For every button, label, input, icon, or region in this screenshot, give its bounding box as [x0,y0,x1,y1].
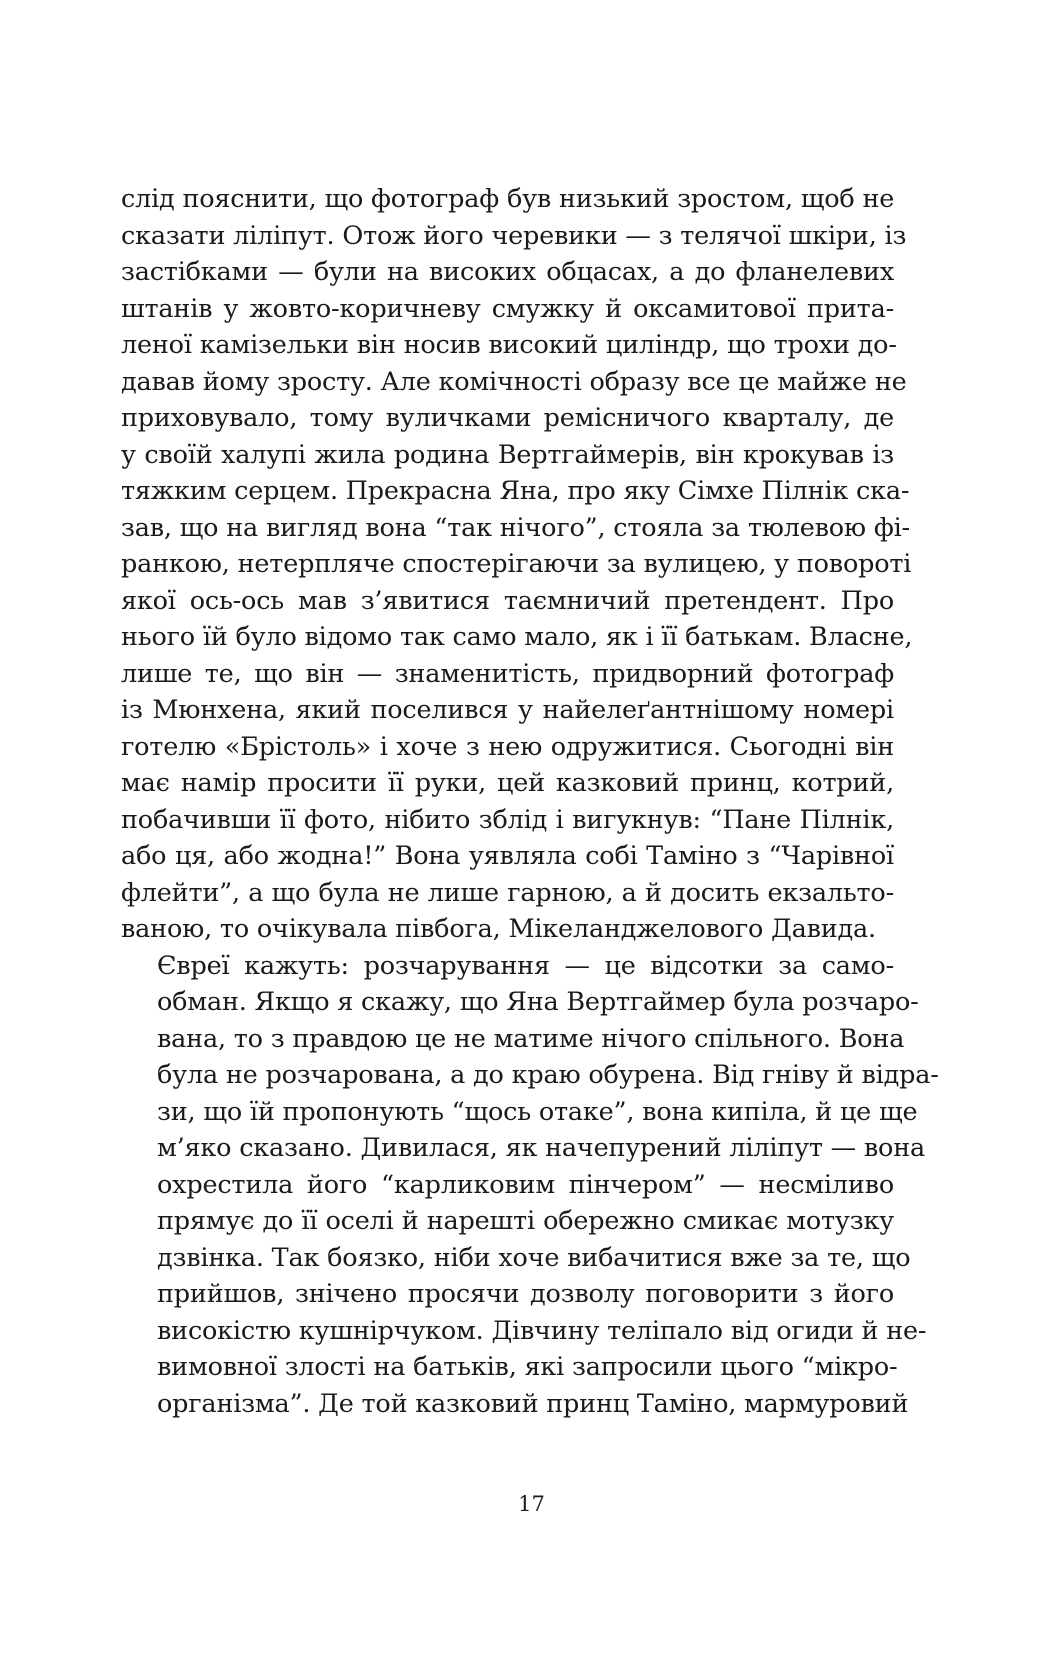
text-line: організма”. Де той казковий принц Таміно, мармуровий [157,1388,909,1419]
text-line: якої ось-ось мав з’явитися таємничий претендент. Про [121,585,894,616]
text-line: штанів у жовто-коричневу смужку й оксамитової прита- [121,293,894,324]
text-line: ваною, то очікувала півбога, Мікеланджелового Давида. [121,914,876,944]
text-line: давав йому зросту. Але комічності образу все це майже не [121,366,907,397]
body-text [121,181,939,1422]
text-line: леної камізельки він носив високий циліндр, що трохи до- [121,330,897,360]
text-line: флейти”, а що була не лише гарною, а й досить екзальто- [121,877,894,908]
text-line: із Мюнхена, який поселився у найелеґантнішому номері [121,695,894,725]
text-line: або ця, або жодна!” Вона уявляла собі Таміно з “Чарівної [121,841,894,871]
text-line: лише те, що він — знаменитість, придворний фотограф [121,658,894,689]
text-line: зи, що їй пропонують “щось отаке”, вона кипіла, й це ще [157,1096,918,1127]
paragraph-2 [121,948,939,1423]
text-line: охрестила його “карликовим пінчером” — несміливо [157,1169,894,1200]
text-line: застібками — були на високих обцасах, а до фланелевих [121,257,894,287]
text-line: прийшов, знічено просячи дозволу поговорити з його [157,1279,894,1309]
text-line: побачивши її фото, нібито зблід і вигукнув: “Пане Пілнік, [121,804,894,835]
text-line: вана, то з правдою це не матиме нічого спільного. Вона [157,1023,905,1054]
text-line: нього їй було відомо так само мало, як і її батькам. Власне, [121,622,913,652]
text-line: має намір просити її руки, цей казковий принц, котрий, [121,768,894,798]
text-line: зав, що на вигляд вона “так нічого”, стояла за тюлевою фі- [121,512,910,543]
text-line: у своїй халупі жила родина Вертгаймерів, він крокував із [121,439,894,470]
text-line: високістю кушнірчуком. Дівчину теліпало від огиди й не- [157,1315,927,1346]
text-line: була не розчарована, а до краю обурена. Від гніву й відра- [157,1060,939,1090]
text-line: ранкою, нетерпляче спостерігаючи за вулицею, у повороті [121,549,912,579]
text-line: обман. Якщо я скажу, що Яна Вертгаймер була розчаро- [157,987,919,1017]
text-line: прямує до її оселі й нарешті обережно смикає мотузку [157,1206,894,1236]
text-line: готелю «Брістоль» і хоче з нею одружитися. Сьогодні він [121,731,894,762]
text-line: тяжким серцем. Прекрасна Яна, про яку Сімхе Пілнік ска- [121,476,910,506]
text-line: м’яко сказано. Дивилася, як начепурений ліліпут — вона [157,1133,925,1163]
text-line: вимовної злості на батьків, які запросили цього “мікро- [157,1352,898,1382]
page-number: 17 [518,1492,545,1516]
text-line: Євреї кажуть: розчарування — це відсотки за само- [157,950,894,981]
text-line: дзвінка. Так боязко, ніби хоче вибачитися вже за те, що [157,1242,911,1273]
text-line: слід пояснити, що фотограф був низький зростом, щоб не [121,184,895,214]
text-line: приховувало, тому вуличками ремісничого кварталу, де [121,403,894,433]
text-line: сказати ліліпут. Отож його черевики — з телячої шкіри, із [121,220,907,251]
paragraph-1 [121,181,913,948]
